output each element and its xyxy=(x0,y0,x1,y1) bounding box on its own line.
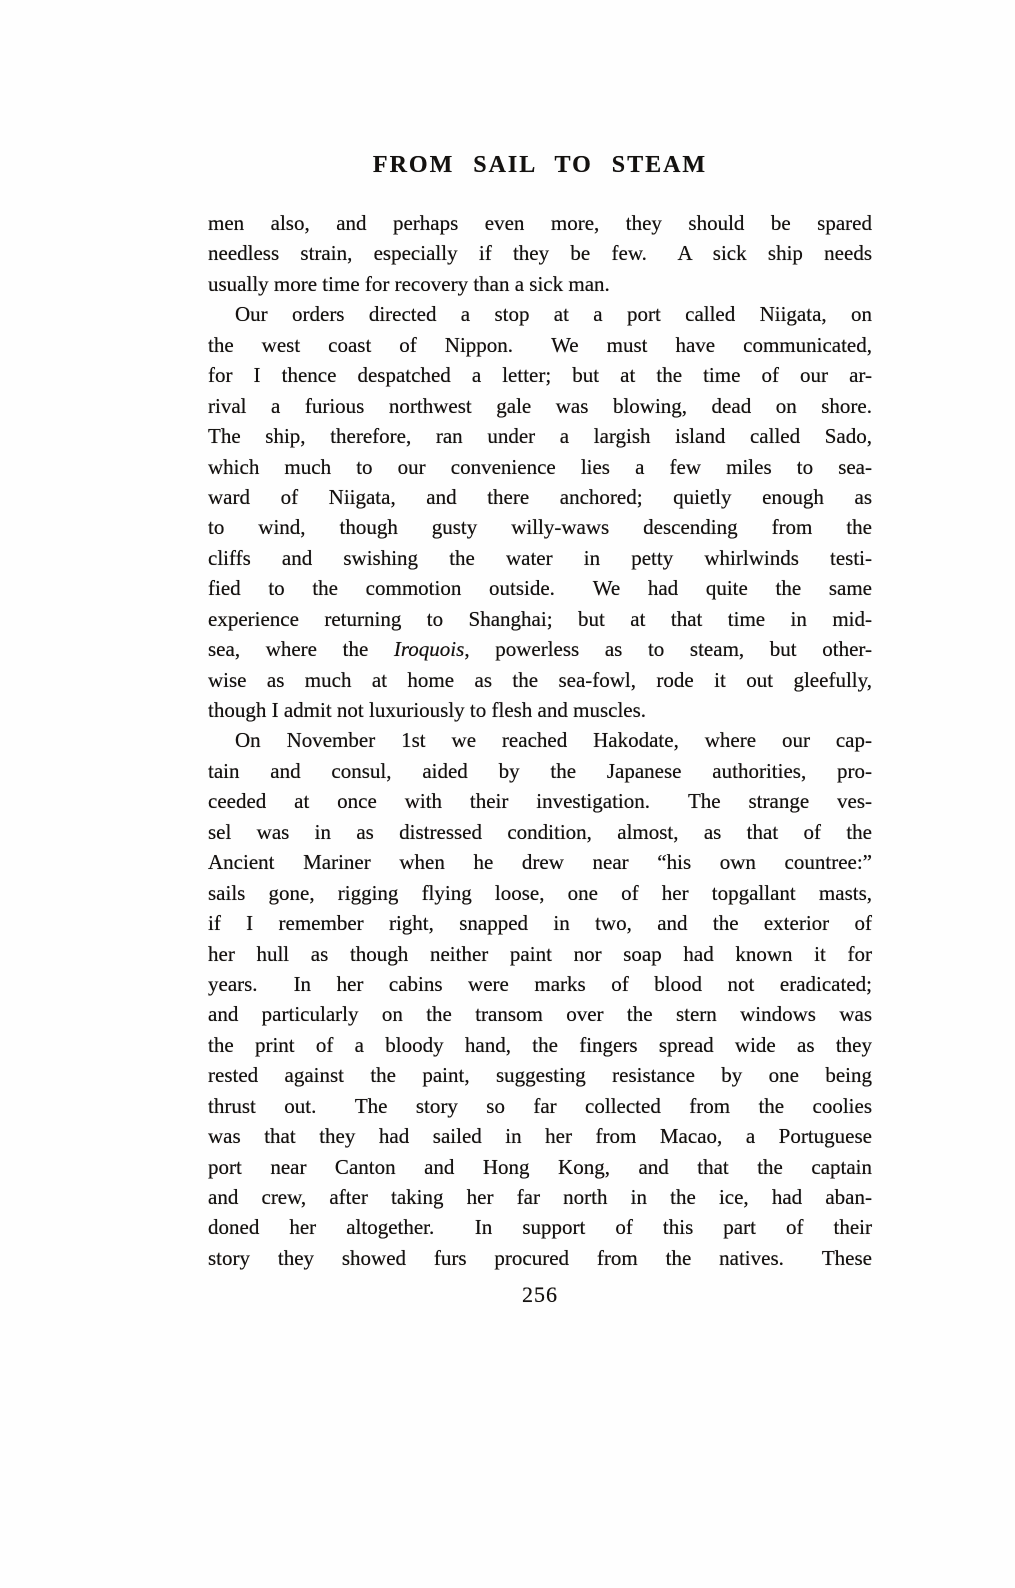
text-line: wise as much at home as the sea-fowl, rode it out gleefully, xyxy=(208,667,872,692)
text-line: experience returning to Shanghai; but at that time in mid- xyxy=(208,606,872,631)
text-line: and particularly on the transom over the stern windows was xyxy=(208,1002,872,1027)
running-head-title: FROM SAIL TO STEAM xyxy=(372,152,708,178)
text-line: her hull as though neither paint nor soap had known it for xyxy=(208,941,872,966)
text-line: usually more time for recovery than a sick man. xyxy=(208,271,610,296)
text-line: rival a furious northwest gale was blowing, dead on shore. xyxy=(208,393,872,418)
text-line: the west coast of Nippon. We must have communicated, xyxy=(208,332,872,357)
text-line: was that they had sailed in her from Macao, a Portuguese xyxy=(208,1124,872,1149)
text-line: tain and consul, aided by the Japanese authorities, pro- xyxy=(208,758,872,783)
text-line: and crew, after taking her far north in the ice, had aban- xyxy=(208,1185,872,1209)
text-line: the print of a bloody hand, the fingers spread wide as they xyxy=(208,1032,872,1057)
text-line: which much to our convenience lies a few miles to sea- xyxy=(208,454,872,479)
text-line: The ship, therefore, ran under a largish island called Sado, xyxy=(208,424,872,449)
text-line: cliffs and swishing the water in petty whirlwinds testi- xyxy=(208,545,872,570)
text-line: Our orders directed a stop at a port called Niigata, on xyxy=(235,302,872,327)
italic-ship-name: Iroquois xyxy=(393,637,465,662)
text-line: fied to the commotion outside. We had quite the same xyxy=(208,576,872,601)
text-line: port near Canton and Hong Kong, and that the captain xyxy=(208,1154,872,1179)
text-line: men also, and perhaps even more, they should be spared xyxy=(208,211,872,235)
text-line: On November 1st we reached Hakodate, where our cap- xyxy=(235,728,872,753)
text-line: ward of Niigata, and there anchored; quietly enough as xyxy=(208,484,872,509)
text-line: doned her altogether. In support of this part of their xyxy=(208,1215,872,1240)
text-line: though I admit not luxuriously to flesh and muscles. xyxy=(208,698,647,722)
page-number: 256 xyxy=(522,1282,558,1307)
text-line: to wind, though gusty willy-waws descending from the xyxy=(208,515,872,540)
text-line: thrust out. The story so far collected from the coolies xyxy=(208,1093,872,1118)
text-line: sea, where the Iroquois, powerless as to steam, but other- xyxy=(208,637,872,662)
text-line: years. In her cabins were marks of blood not eradicated; xyxy=(208,971,872,996)
text-line: story they showed furs procured from the natives. These xyxy=(208,1245,872,1270)
text-line: ceeded at once with their investigation. The strange ves- xyxy=(208,789,872,814)
text-line: if I remember right, snapped in two, and the exterior of xyxy=(208,911,872,936)
text-line: sails gone, rigging flying loose, one of her topgallant masts, xyxy=(208,880,872,905)
text-line: Ancient Mariner when he drew near “his own countree:” xyxy=(208,850,872,875)
text-line: needless strain, especially if they be few. A sick ship needs xyxy=(208,241,872,266)
text-line: sel was in as distressed condition, almost, as that of the xyxy=(208,819,872,844)
text-line: rested against the paint, suggesting resistance by one being xyxy=(208,1063,872,1088)
text-line: for I thence despatched a letter; but at the time of our ar- xyxy=(208,363,872,388)
body-text-block xyxy=(208,208,872,1273)
